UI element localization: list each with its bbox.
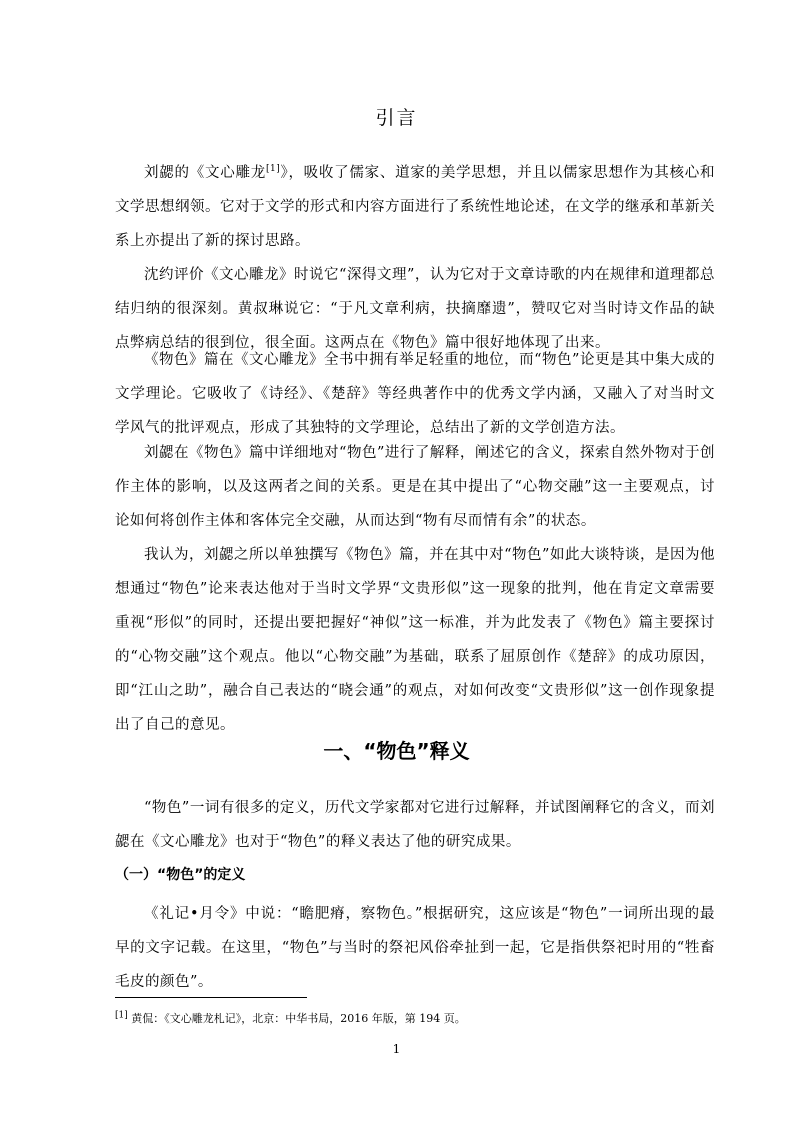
intro-p1-text-b: 》，吸收了儒家、道家的美学思想，并且以儒家思想作为其核心和文学思想纲领。它对于文学的形式和内容方面进行了系统性地论述，在文学的继承和革新关系上亦提出了新的探讨思路。 bbox=[115, 165, 716, 249]
section-heading: 一、“物色”释义 bbox=[323, 739, 470, 763]
footnote-ref[interactable]: [1] bbox=[265, 164, 281, 175]
section-paragraph-1: “物色”一词有很多的定义，历代文学家都对它进行过解释，并试图阐释它的含义，而刘勰在《文心雕龙》也对于“物色”的释义表达了他的研究成果。 bbox=[115, 800, 715, 850]
page-number: 1 bbox=[392, 1042, 401, 1056]
section-paragraph-2: 《礼记•月令》中说：“瞻肥瘠，察物色。”根据研究，这应该是“物色”一词所出现的最早的文字记载。在这里，“物色”与当时的祭祀风俗牵扯到一起，它是指供祭祀时用的“牲畜毛皮的颜色”。 bbox=[115, 906, 715, 990]
intro-p1-text-a: 刘勰的《文心雕龙 bbox=[144, 165, 266, 181]
footnote-mark: [1] bbox=[115, 1010, 128, 1021]
page-title: 引言 bbox=[375, 107, 418, 129]
intro-paragraph-2: 沈约评价《文心雕龙》时说它“深得文理”，认为它对于文章诗歌的内在规律和道理都总结归纳的很深刻。黄叔琳说它：“于凡文章利病，抉摘靡遗”，赞叹它对当时诗文作品的缺点弊病总结的很到位，很全面。这两点在《物色》篇中很好地体现了出来。 bbox=[115, 267, 715, 351]
footnote-text: 黄侃：《文心雕龙札记》，北京：中华书局，2016 年版，第 194 页。 bbox=[127, 1012, 466, 1025]
footnote-divider bbox=[115, 997, 307, 998]
intro-paragraph-4: 刘勰在《物色》篇中详细地对“物色”进行了解释，阐述它的含义，探索自然外物对于创作主体的影响，以及这两者之间的关系。更是在其中提出了“心物交融”这一主要观点，讨论如何将创作主体和客体完全交融，从而达到“物有尽而情有余”的状态。 bbox=[115, 445, 715, 529]
subsection-heading: （一）“物色”的定义 bbox=[115, 867, 246, 883]
footnote bbox=[115, 1010, 715, 1026]
intro-paragraph-1 bbox=[115, 156, 715, 258]
intro-paragraph-3: 《物色》篇在《文心雕龙》全书中拥有举足轻重的地位，而“物色”论更是其中集大成的文学理论。它吸收了《诗经》、《楚辞》等经典著作中的优秀文学内涵，又融入了对当时文学风气的批评观点，形成了其独特的文学理论，总结出了新的文学创造方法。 bbox=[115, 352, 715, 436]
intro-paragraph-5: 我认为，刘勰之所以单独撰写《物色》篇，并在其中对“物色”如此大谈特谈，是因为他想通过“物色”论来表达他对于当时文学界“文贵形似”这一现象的批判，他在肯定文章需要重视“形似”的同时，还提出要把握好“神似”这一标准，并为此发表了《物色》篇主要探讨的“心物交融”这个观点。他以“心物交融”为基础，联系了屈原创作《楚辞》的成功原因，即“江山之助”，融合自己表达的“晓会通”的观点，对如何改变“文贵形似”这一创作现象提出了自己的意见。 bbox=[115, 547, 715, 733]
